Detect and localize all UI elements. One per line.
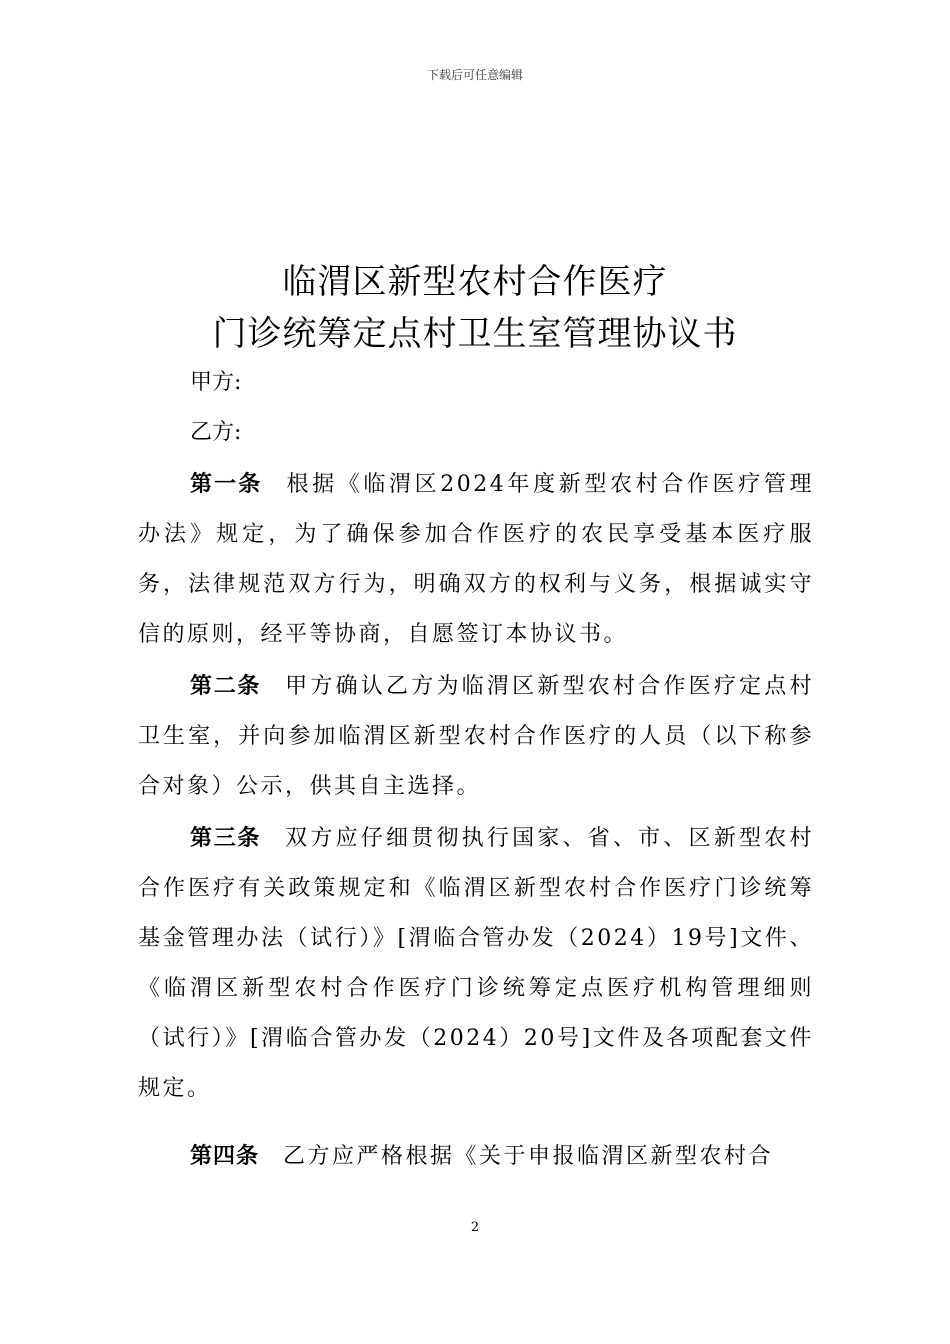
paragraph-spacer [138,1114,814,1132]
party-b-label: 乙方: [190,420,242,445]
article-2-label: 第二条 [190,674,262,699]
article-4 [138,1132,814,1182]
article-3-text: 双方应仔细贯彻执行国家、省、市、区新型农村合作医疗有关政策规定和《临渭区新型农村合作医疗门诊统筹基金管理办法（试行）》[渭临合管办发（2024）19号]文件、《临渭区新型农村合作医疗门诊统筹定点医疗机构管理细则（试行）》[渭临合管办发（2024）20号]文件及各项配套文件规定。 [138,826,814,1101]
page-number: 2 [470,1220,480,1235]
article-1-label: 第一条 [190,472,263,497]
article-1 [138,460,814,660]
title-line-1: 临渭区新型农村合作医疗 [282,262,668,302]
article-3 [138,814,814,1114]
article-4-label: 第四条 [190,1144,260,1169]
article-3-label: 第三条 [190,826,262,851]
title-line-2: 门诊统筹定点村卫生室管理协议书 [212,314,738,354]
document-title [0,256,950,360]
article-4-text: 乙方应严格根据《关于申报临渭区新型农村合 [283,1144,774,1169]
article-2 [138,662,814,812]
party-a-label: 甲方: [190,370,242,395]
article-2-text: 甲方确认乙方为临渭区新型农村合作医疗定点村卫生室，并向参加临渭区新型农村合作医疗的人员（以下称参合对象）公示，供其自主选择。 [138,674,814,799]
article-1-text: 根据《临渭区2024年度新型农村合作医疗管理办法》规定，为了确保参加合作医疗的农民享受基本医疗服务，法律规范双方行为，明确双方的权利与义务，根据诚实守信的原则，经平等协商，自愿签订本协议书。 [138,472,814,647]
document-body [138,358,814,1182]
header-note: 下载后可任意编辑 [426,68,523,82]
